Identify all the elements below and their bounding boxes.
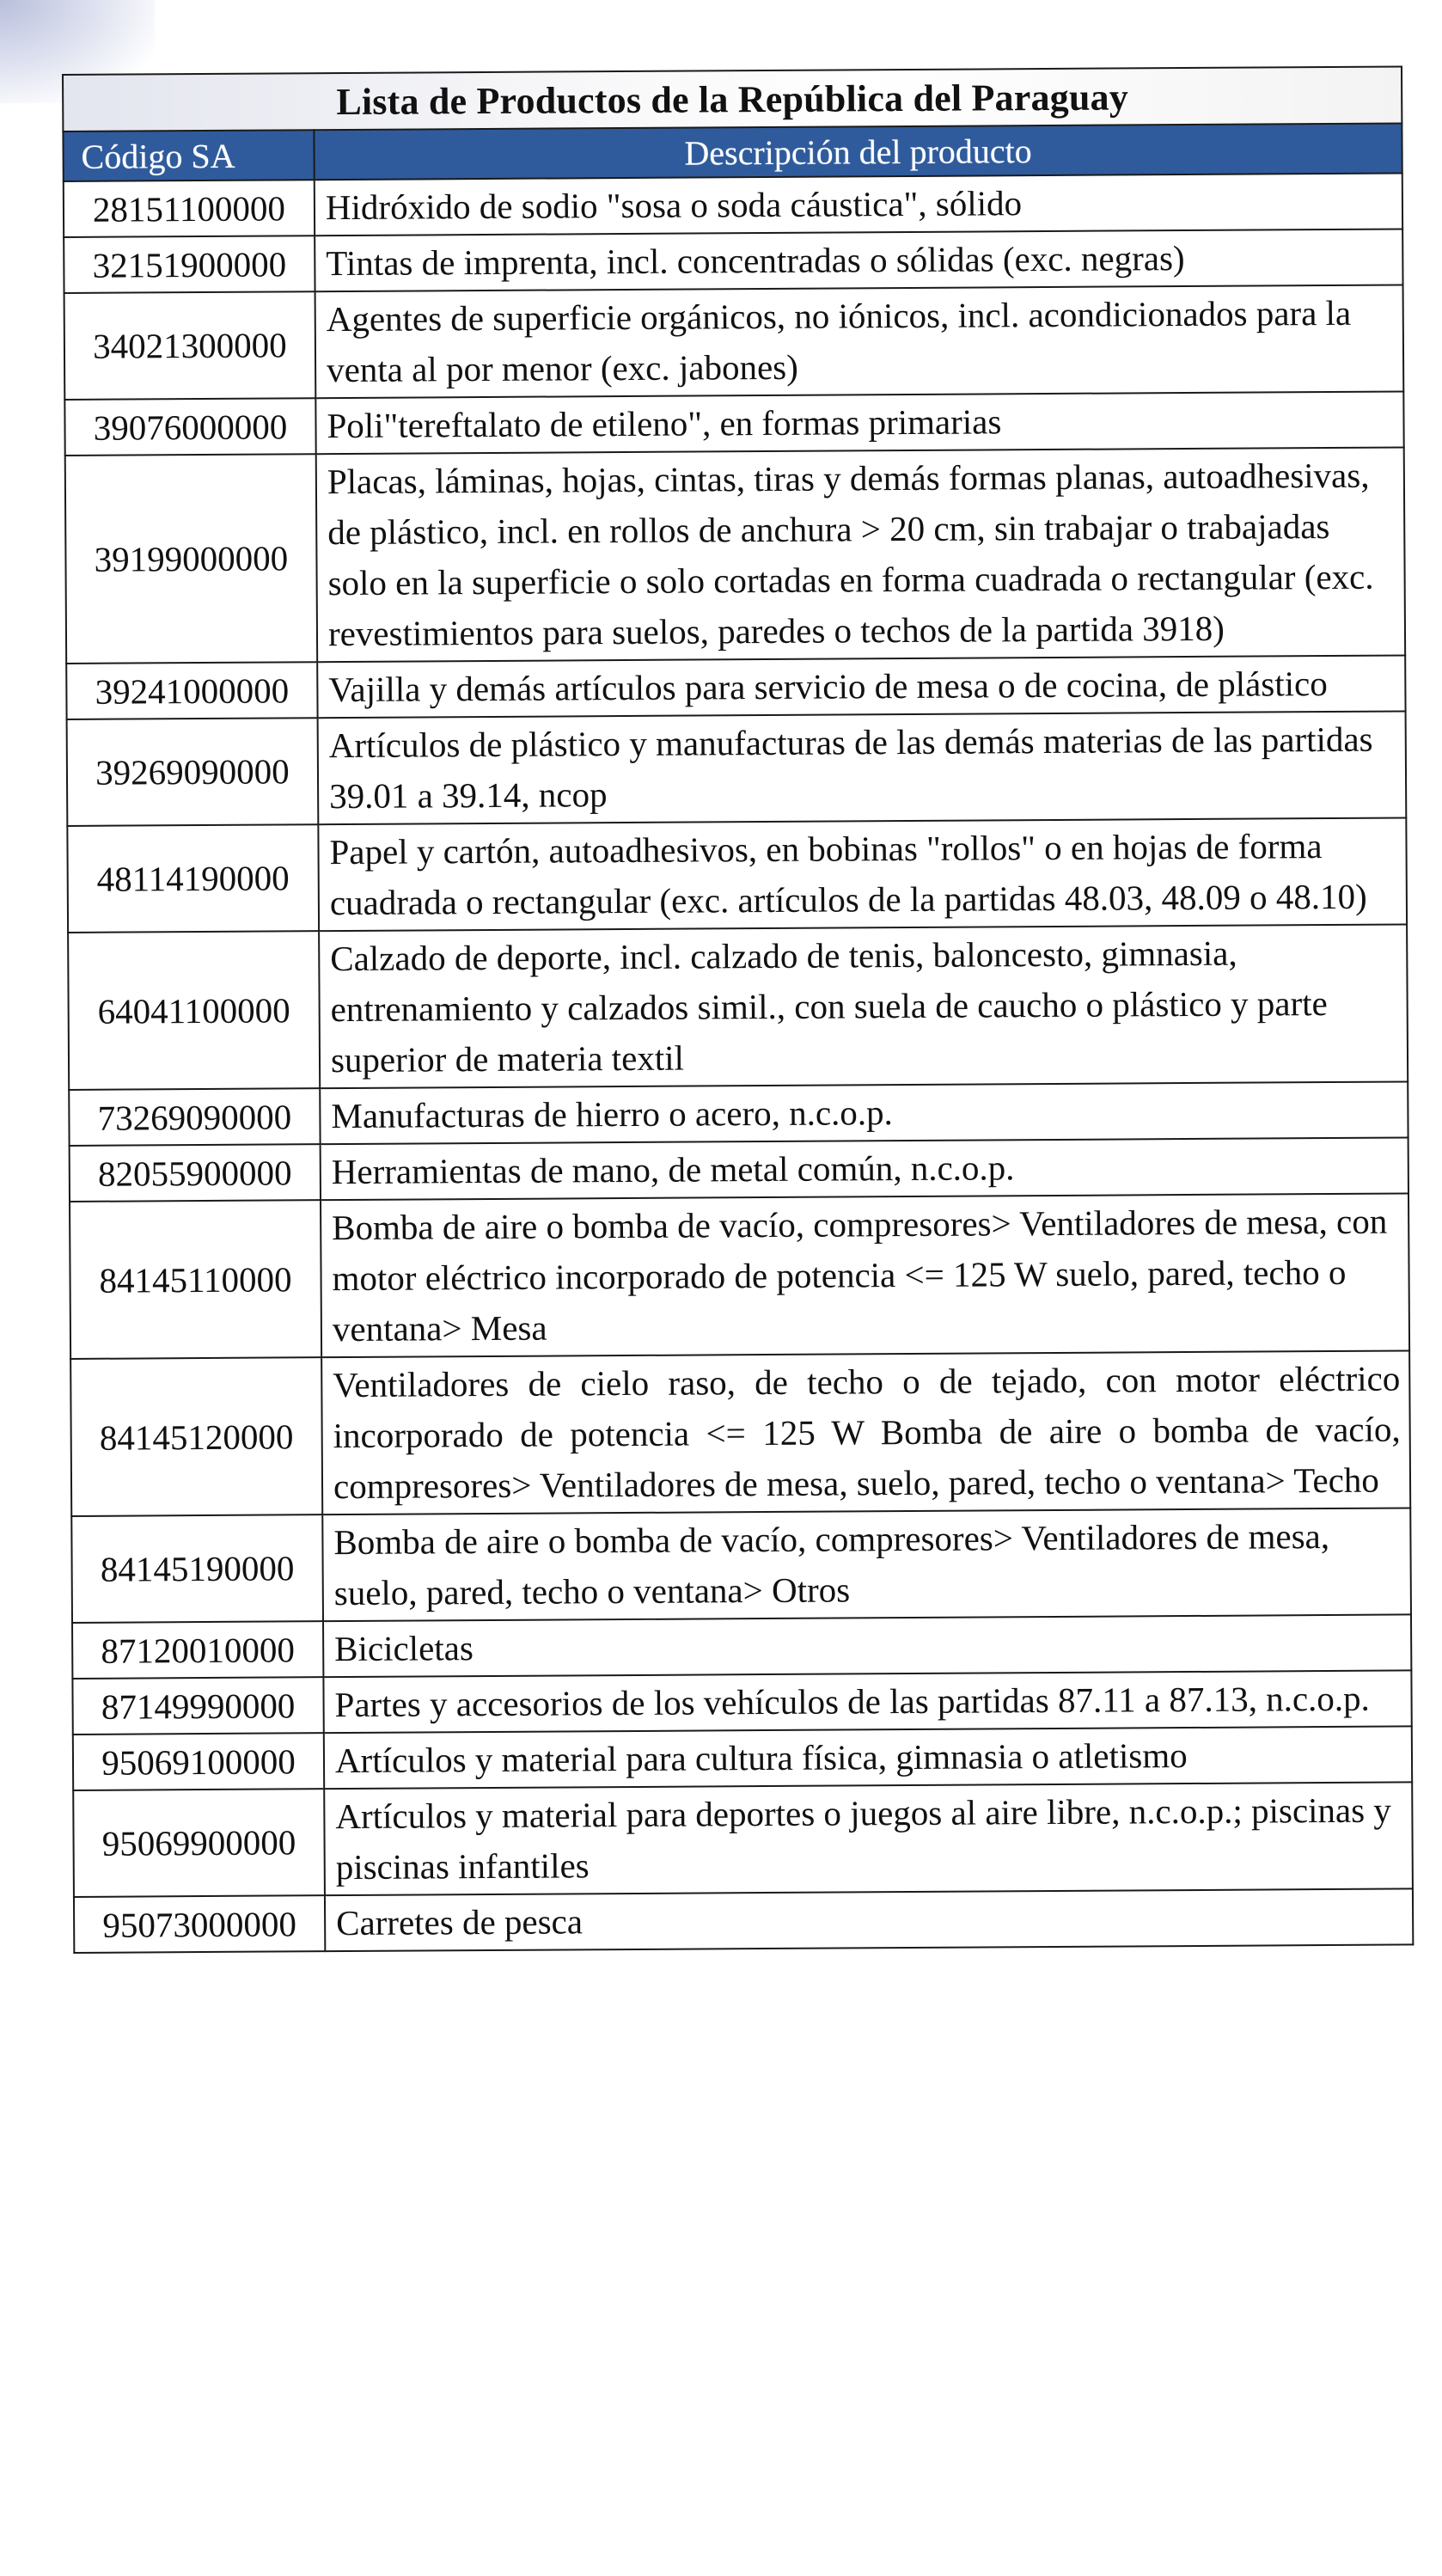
hs-code: 39269090000 [67,718,319,826]
product-description: Artículos y material para cultura física, gimnasia o atletismo [324,1726,1412,1789]
hs-code: 84145110000 [70,1200,321,1359]
product-description: Vajilla y demás artículos para servicio de mesa o de cocina, de plástico [317,655,1405,718]
hs-code: 95073000000 [74,1895,325,1953]
table-row [72,1670,1411,1735]
product-description: Tintas de imprenta, incl. concentradas o sólidas (exc. negras) [315,229,1402,291]
product-description: Agentes de superficie orgánicos, no iónicos, incl. acondicionados para la venta al por menor (exc. jabones) [315,285,1404,398]
hs-code: 87120010000 [72,1621,323,1679]
table-row [69,1081,1408,1146]
product-description: Carretes de pesca [325,1888,1413,1951]
hs-code: 39199000000 [65,454,317,664]
product-description: Manufacturas de hierro o acero, n.c.o.p. [320,1081,1408,1144]
hs-code: 95069100000 [73,1733,324,1790]
product-description: Herramientas de mano, de metal común, n.c.o.p. [321,1137,1408,1200]
table-row [71,1508,1411,1623]
product-description: Bomba de aire o bomba de vacío, compresores> Ventiladores de mesa, con motor eléctrico incorporado de potencia <= 125 W suelo, pared, techo o ventana> Mesa [321,1193,1409,1357]
table-row [70,1137,1408,1202]
product-description: Bicicletas [323,1614,1411,1677]
hs-code: 39076000000 [64,398,315,456]
hs-code: 84145120000 [70,1357,322,1516]
table-title-row [63,66,1402,132]
table-row [70,1193,1409,1359]
product-description: Placas, láminas, hojas, cintas, tiras y demás formas planas, autoadhesivas, de plástico, incl. en rollos de anchura > 20 cm, sin trabajar o trabajadas solo en la superficie o solo cortadas en forma cuadrada o rectangular (exc. revestimientos para suelos, paredes o techos de la partida 3918) [316,447,1405,662]
hs-code: 34021300000 [64,291,316,400]
product-description: Partes y accesorios de los vehículos de las partidas 87.11 a 87.13, n.c.o.p. [323,1670,1411,1733]
product-description: Calzado de deporte, incl. calzado de tenis, baloncesto, gimnasia, entrenamiento y calzados simil., con suela de caucho o plástico y parte superior de materia textil [319,924,1408,1088]
product-description: Hidróxido de sodio "sosa o soda cáustica", sólido [315,173,1402,236]
table-title: Lista de Productos de la República del Paraguay [63,66,1402,132]
table-row [74,1888,1413,1953]
hs-code: 28151100000 [64,180,315,237]
table-row [68,924,1408,1090]
hs-code: 95069900000 [73,1789,325,1897]
table-row [66,655,1405,719]
table-row [72,1614,1411,1679]
product-list-table-container [62,65,1414,1953]
table-row [73,1782,1413,1897]
hs-code: 73269090000 [69,1088,320,1146]
product-description: Poli"tereftalato de etileno", en formas primarias [315,391,1403,454]
table-row [67,817,1407,933]
product-description: Artículos de plástico y manufacturas de las demás materias de las partidas 39.01 a 39.14, ncop [318,711,1407,824]
table-row [64,173,1402,237]
product-description: Bomba de aire o bomba de vacío, compresores> Ventiladores de mesa, suelo, pared, techo o ventana> Otros [322,1508,1411,1621]
product-description: Ventiladores de cielo raso, de techo o de tejado, con motor eléctrico incorporado de potencia <= 125 W Bomba de aire o bomba de vacío, compresores> Ventiladores de mesa, suelo, pared, techo o ventana> Techo [321,1350,1410,1514]
column-header-code: Código SA [63,130,314,181]
product-description: Artículos y material para deportes o juegos al aire libre, n.c.o.p.; piscinas y piscinas infantiles [324,1782,1413,1895]
product-description: Papel y cartón, autoadhesivos, en bobinas "rollos" o en hojas de forma cuadrada o rectangular (exc. artículos de la partidas 48.03, 48.09 o 48.10) [318,817,1407,931]
column-header-description: Descripción del producto [314,123,1402,180]
hs-code: 84145190000 [71,1514,323,1623]
table-row [67,711,1407,826]
product-list-table [62,65,1414,1953]
hs-code: 64041100000 [68,931,320,1090]
table-header-row [63,123,1402,181]
table-row [64,229,1402,293]
table-row [64,285,1404,400]
hs-code: 82055900000 [70,1144,321,1202]
hs-code: 32151900000 [64,236,315,293]
table-row [65,447,1405,664]
hs-code: 48114190000 [67,824,319,933]
table-row [70,1350,1410,1516]
table-row [73,1726,1412,1790]
hs-code: 39241000000 [66,662,317,719]
table-row [64,391,1403,456]
hs-code: 87149990000 [72,1677,323,1735]
